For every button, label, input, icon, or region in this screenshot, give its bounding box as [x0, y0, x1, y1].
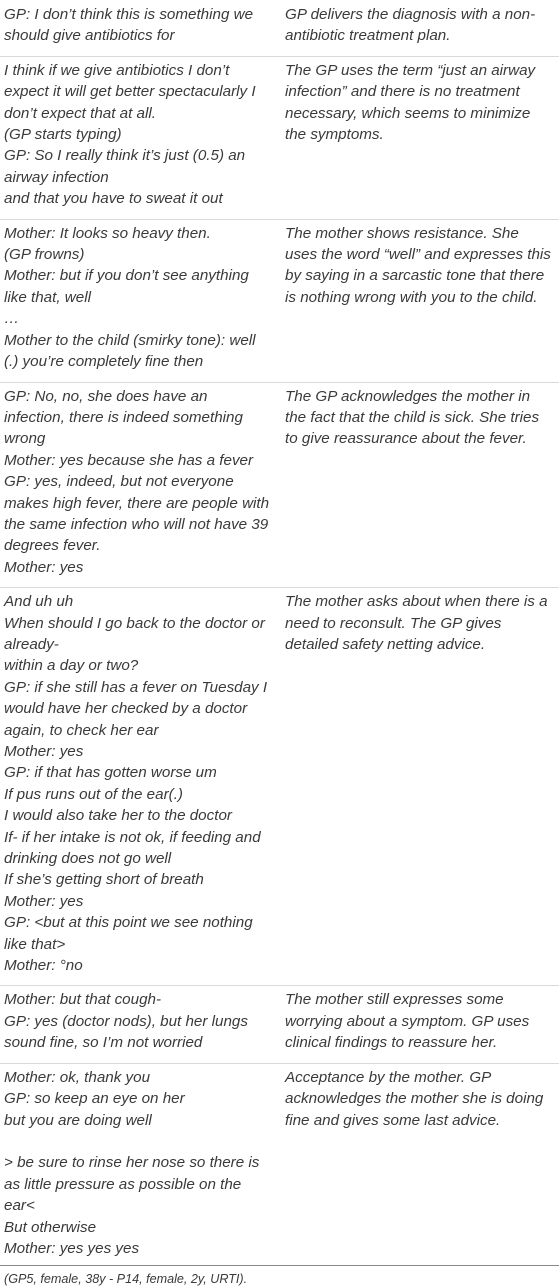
transcript-line: GP: so keep an eye on her [4, 1090, 185, 1108]
table-row [0, 588, 559, 986]
transcript-line: (GP frowns) [4, 246, 85, 264]
transcript-cell [0, 0, 279, 56]
transcript-line: I would also take her to the doctor [4, 807, 232, 825]
analysis-text: The mother asks about when there is a need to reconsult. The GP gives detailed safety netting advice. [285, 593, 552, 653]
table-footnote: (GP5, female, 38y - P14, female, 2y, URTI). [4, 1272, 248, 1287]
transcript-line: GP: <but at this point we see nothing like that> [4, 914, 257, 953]
transcript-line: Mother: ok, thank you [4, 1068, 151, 1086]
transcript-cell [0, 1063, 279, 1266]
analysis-cell [279, 986, 559, 1063]
analysis-cell [279, 1063, 559, 1266]
transcript-line: But otherwise [4, 1218, 97, 1236]
transcript-line: Mother: It looks so heavy then. [4, 224, 211, 242]
analysis-cell [279, 219, 559, 382]
transcript-line: Mother: but that cough- [4, 991, 162, 1009]
transcript-cell [0, 56, 279, 219]
transcript-line: > be sure to rinse her nose so there is as little pressure as possible on the ear< [4, 1154, 264, 1215]
transcript-line: … [4, 310, 20, 328]
transcript-line: Mother: yes [4, 558, 84, 576]
analysis-text: The mother shows resistance. She uses the word “well” and expresses this by saying in a sarcastic tone that there is nothing wrong with you to the child. [285, 224, 556, 306]
transcript-line: Mother: °no [4, 957, 83, 975]
table-row [0, 382, 559, 588]
transcript-line: If- if her intake is not ok, if feeding and drinking does not go well [4, 828, 265, 868]
transcript-line: (GP starts typing) [4, 126, 122, 144]
transcript-line: And uh uh [4, 593, 74, 611]
table-row [0, 219, 559, 382]
transcript-cell [0, 588, 279, 986]
transcript-line: GP: No, no, she does have an infection, there is indeed something wrong [4, 387, 248, 448]
analysis-text: The GP uses the term “just an airway infection” and there is no treatment necessary, which seems to minimize the symptoms. [285, 61, 540, 144]
transcript-line: I think if we give antibiotics I don’t expect it will get better spectacularly I don’t expect that at all. [4, 61, 260, 122]
analysis-text: GP delivers the diagnosis with a non-antibiotic treatment plan. [285, 6, 536, 45]
transcript-cell [0, 986, 279, 1063]
analysis-text: Acceptance by the mother. GP acknowledges the mother she is doing fine and gives some last advice. [285, 1068, 548, 1129]
analysis-text: The mother still expresses some worrying about a symptom. GP uses clinical findings to reassure her. [285, 991, 534, 1052]
analysis-cell [279, 56, 559, 219]
transcript-line: Mother to the child (smirky tone): well (.) you’re completely fine then [4, 331, 260, 371]
transcript-line: Mother: yes because she has a fever [4, 451, 254, 469]
transcript-cell [0, 382, 279, 588]
table-row [0, 56, 559, 219]
analysis-cell [279, 588, 559, 986]
analysis-cell [279, 382, 559, 588]
transcript-line: Mother: yes [4, 743, 84, 760]
transcript-line: Mother: but if you don’t see anything like that, well [4, 267, 254, 306]
transcript-line: GP: I don’t think this is something we should give antibiotics for [4, 6, 258, 45]
transcript-line: within a day or two? [4, 657, 139, 675]
analysis-text: The GP acknowledges the mother in the fact that the child is sick. She tries to give reassurance about the fever. [285, 387, 544, 448]
table-row [0, 1063, 559, 1266]
transcript-line: and that you have to sweat it out [4, 190, 223, 208]
transcript-line: GP: yes, indeed, but not everyone makes high fever, there are people with the same infection who will not have 39 degrees fever. [4, 473, 274, 555]
analysis-cell [279, 0, 559, 56]
transcript-line: but you are doing well [4, 1111, 152, 1129]
transcript-line [4, 1131, 271, 1152]
transcript-line: GP: So I really think it’s just (0.5) an airway infection [4, 147, 250, 186]
table-row [0, 986, 559, 1063]
transcript-line: When should I go back to the doctor or already- [4, 614, 270, 653]
transcript-line: Mother: yes yes yes [4, 1239, 140, 1257]
transcript-line: GP: if she still has a fever on Tuesday I would have her checked by a doctor again, to check her ear [4, 678, 272, 739]
transcript-line: If she’s getting short of breath [4, 871, 204, 889]
transcript-cell [0, 219, 279, 382]
table-row [0, 0, 559, 56]
transcript-line: GP: yes (doctor nods), but her lungs sound fine, so I’m not worried [4, 1012, 253, 1052]
transcript-line: If pus runs out of the ear(.) [4, 785, 183, 803]
transcript-line: Mother: yes [4, 892, 84, 910]
transcript-line: GP: if that has gotten worse um [4, 764, 217, 782]
